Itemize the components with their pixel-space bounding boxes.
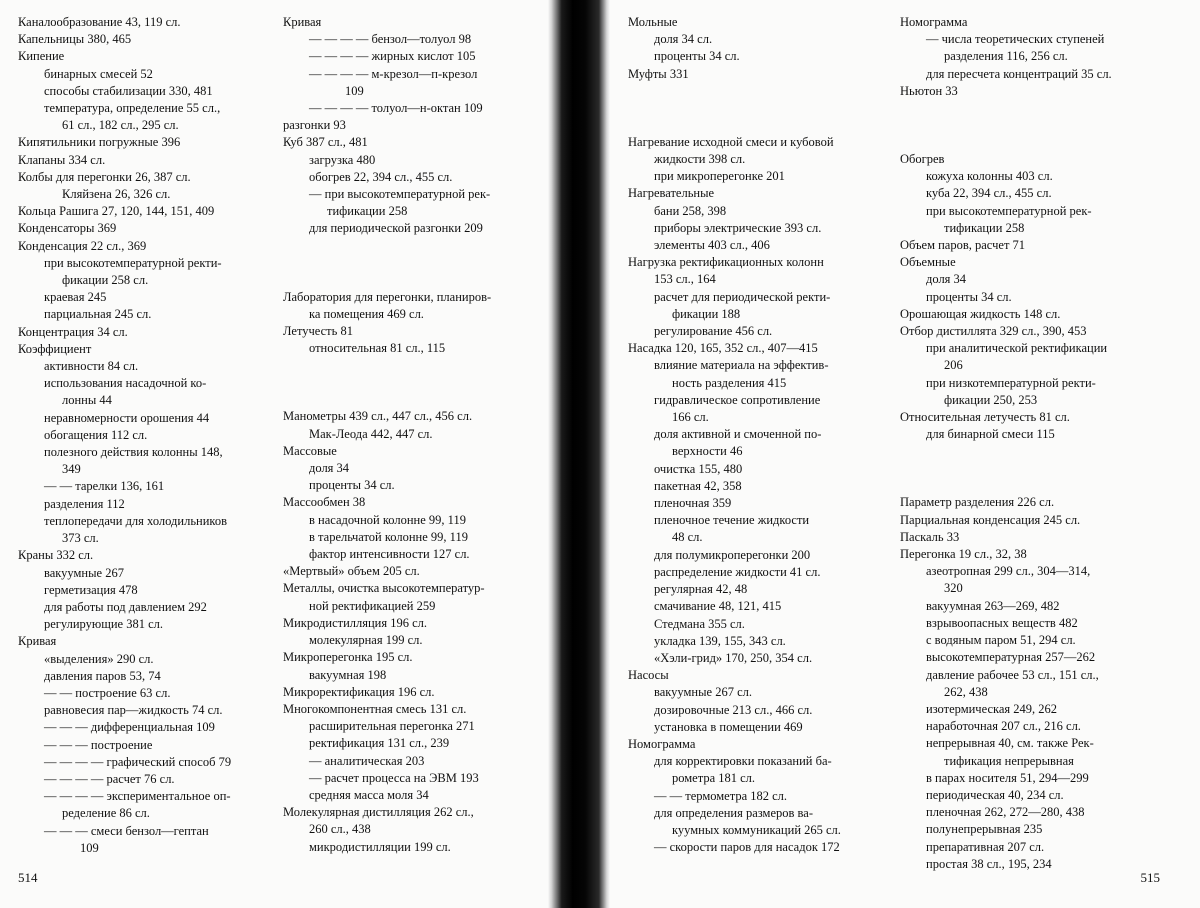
index-subentry: использования насадочной ко- (44, 376, 207, 391)
index-subentry: 109 (80, 840, 99, 855)
section-gap (900, 443, 1165, 494)
index-subentry: микродистилляции 199 сл. (309, 839, 451, 854)
index-subentry: активности 84 сл. (44, 359, 139, 374)
index-subentry: проценты 34 сл. (926, 289, 1012, 304)
index-subentry: бани 258, 398 (654, 203, 727, 218)
index-subentry: для полумикроперегонки 200 (654, 547, 811, 562)
index-subentry: при аналитической ректификации (926, 341, 1108, 356)
index-heading: Параметр разделения 226 сл. (900, 495, 1055, 510)
index-subentry: доля 34 (926, 272, 967, 287)
index-heading: Многокомпонентная смесь 131 сл. (283, 701, 467, 716)
section-gap (283, 357, 538, 408)
index-heading: Объемные (900, 255, 956, 270)
index-subentry: расширительная перегонка 271 (309, 719, 475, 734)
page-number: 515 (1140, 870, 1160, 885)
index-subentry: наработочная 207 сл., 216 сл. (926, 719, 1081, 734)
right-page (610, 0, 1200, 908)
index-subentry: — — — построение (44, 737, 153, 752)
index-subentry: куба 22, 394 сл., 455 сл. (926, 186, 1052, 201)
index-subentry: пленочная 359 (654, 496, 732, 511)
index-subentry: равновесия пар—жидкость 74 сл. (44, 703, 223, 718)
index-subentry: тификации 258 (944, 220, 1025, 235)
index-subentry: — — — — графический способ 79 (44, 754, 232, 769)
index-subentry: тификации 258 (327, 204, 408, 219)
index-subentry: для корректировки показаний ба- (654, 754, 832, 769)
index-subentry: периодическая 40, 234 сл. (926, 787, 1064, 802)
index-subentry: приборы электрические 393 сл. (654, 220, 822, 235)
index-subentry: — — термометра 182 сл. (654, 788, 788, 803)
index-subentry: относительная 81 сл., 115 (309, 341, 446, 356)
index-subentry: — аналитическая 203 (309, 753, 425, 768)
index-heading: Клапаны 334 сл. (18, 152, 106, 167)
index-subentry: — — — — жирных кислот 105 (309, 49, 476, 64)
index-subentry: непрерывная 40, см. также Рек- (926, 736, 1094, 751)
index-subentry: взрывоопасных веществ 482 (926, 615, 1078, 630)
index-subentry: «Хэли-грид» 170, 250, 354 сл. (654, 650, 813, 665)
index-subentry: — скорости паров для насадок 172 (654, 840, 840, 855)
index-subentry: — — — — экспериментальное оп- (44, 789, 231, 804)
index-subentry: 153 сл., 164 (654, 272, 716, 287)
index-subentry: разделения 116, 256 сл. (944, 49, 1068, 64)
index-subentry: полунепрерывная 235 (926, 822, 1043, 837)
index-heading: Обогрев (900, 152, 945, 167)
index-subentry: в парах носителя 51, 294—299 (926, 770, 1089, 785)
index-subentry: 373 сл. (62, 531, 99, 546)
index-subentry: для пересчета концентраций 35 сл. (926, 66, 1112, 81)
index-subentry: — расчет процесса на ЭВМ 193 (309, 770, 479, 785)
index-heading: Объем паров, расчет 71 (900, 238, 1026, 253)
index-subentry: — — — — м-крезол—п-крезол (309, 66, 478, 81)
index-heading: Конденсаторы 369 (18, 221, 117, 236)
index-heading: Кипение (18, 49, 65, 64)
index-subentry: 109 (345, 83, 364, 98)
index-subentry: — — — смеси бензол—гептан (44, 823, 209, 838)
index-heading: Насосы (628, 668, 669, 683)
index-subentry: распределение жидкости 41 сл. (654, 564, 821, 579)
index-subentry: элементы 403 сл., 406 (654, 238, 770, 253)
index-heading: Муфты 331 (628, 66, 689, 81)
index-subentry: 61 сл., 182 сл., 295 сл. (62, 118, 179, 133)
index-subentry: верхности 46 (672, 444, 743, 459)
index-subentry: — — — — бензол—толуол 98 (309, 32, 472, 47)
index-subentry: для определения размеров ва- (654, 805, 813, 820)
index-subentry: с водяным паром 51, 294 сл. (926, 633, 1076, 648)
index-heading: Капельницы 380, 465 (18, 32, 132, 47)
index-subentry: герметизация 478 (44, 582, 138, 597)
index-subentry: «выделения» 290 сл. (44, 651, 154, 666)
index-subentry: тификация непрерывная (944, 753, 1074, 768)
index-subentry: Стедмана 355 сл. (654, 616, 745, 631)
index-heading: Ньютон 33 (900, 83, 958, 98)
index-subentry: полезного действия колонны 148, (44, 445, 223, 460)
index-subentry: давления паров 53, 74 (44, 668, 161, 683)
index-subentry: доля активной и смоченной по- (654, 427, 822, 442)
index-subentry: вакуумные 267 сл. (654, 685, 752, 700)
index-subentry: ректификация 131 сл., 239 (309, 736, 450, 751)
index-subentry: 320 (944, 581, 963, 596)
index-subentry: при высокотемпературной рек- (926, 203, 1092, 218)
left-page-column-1 (18, 14, 268, 857)
index-heading: Каналообразование 43, 119 сл. (18, 15, 181, 29)
index-subentry: — — — — расчет 76 сл. (44, 771, 175, 786)
index-heading: Металлы, очистка высокотемператур- (283, 581, 485, 596)
index-subentry: 349 (62, 462, 81, 477)
index-subentry: Кляйзена 26, 326 сл. (62, 187, 171, 202)
index-subentry: 48 сл. (672, 530, 703, 545)
index-subentry: парциальная 245 сл. (44, 307, 152, 322)
index-subentry: фикации 258 сл. (62, 273, 149, 288)
index-heading: Массовые (283, 443, 337, 458)
index-heading: Орошающая жидкость 148 сл. (900, 306, 1061, 321)
index-subentry: установка в помещении 469 (654, 719, 803, 734)
index-subentry: давление рабочее 53 сл., 151 сл., (926, 667, 1099, 682)
index-subentry: средняя масса моля 34 (309, 787, 429, 802)
index-subentry: ной ректификацией 259 (309, 598, 436, 613)
index-subentry: вакуумные 267 (44, 565, 124, 580)
index-subentry: проценты 34 сл. (654, 49, 740, 64)
index-subentry: 166 сл. (672, 410, 709, 425)
index-subentry: Мак-Леода 442, 447 сл. (309, 426, 433, 441)
index-heading: Кольца Рашига 27, 120, 144, 151, 409 (18, 204, 215, 219)
index-heading: Перегонка 19 сл., 32, 38 (900, 547, 1027, 562)
index-subentry: 206 (944, 358, 963, 373)
index-heading: Кипятильники погружные 396 (18, 135, 181, 150)
index-subentry: молекулярная 199 сл. (309, 633, 423, 648)
index-subentry: пакетная 42, 358 (654, 478, 742, 493)
index-subentry: теплопередачи для холодильников (44, 513, 227, 528)
index-subentry: в насадочной колонне 99, 119 (309, 512, 466, 527)
index-heading: Нагревательные (628, 186, 715, 201)
index-heading: Отбор дистиллята 329 сл., 390, 453 (900, 324, 1087, 339)
index-subentry: очистка 155, 480 (654, 461, 743, 476)
index-heading: Нагрузка ректификационных колонн (628, 255, 824, 270)
right-page-column-1 (628, 14, 890, 856)
index-subentry: загрузка 480 (309, 152, 376, 167)
index-subentry: — — — — толуол—н-октан 109 (309, 101, 483, 116)
index-heading: Кривая (283, 15, 322, 29)
index-subentry: обогащения 112 сл. (44, 427, 148, 442)
index-heading: Куб 387 сл., 481 (283, 135, 368, 150)
index-subentry: — — — дифференциальная 109 (44, 720, 215, 735)
index-heading: Микродистилляция 196 сл. (283, 615, 428, 630)
index-heading: Номограмма (900, 15, 968, 29)
index-heading: Лаборатория для перегонки, планиров- (283, 289, 492, 304)
index-subentry: ределение 86 сл. (62, 806, 150, 821)
index-subentry: пленочная 262, 272—280, 438 (926, 805, 1085, 820)
index-heading: Нагревание исходной смеси и кубовой (628, 134, 834, 149)
index-subentry: гидравлическое сопротивление (654, 392, 821, 407)
index-subentry: — при высокотемпературной рек- (309, 187, 491, 202)
index-heading: Мольные (628, 15, 678, 29)
index-heading: Манометры 439 сл., 447 сл., 456 сл. (283, 409, 473, 424)
right-page-column-2 (900, 14, 1165, 873)
index-heading: Конденсация 22 сл., 369 (18, 238, 147, 253)
book-spine (548, 0, 610, 908)
index-subentry: кожуха колонны 403 сл. (926, 169, 1053, 184)
index-heading: Номограмма (628, 736, 696, 751)
index-heading: Микроперегонка 195 сл. (283, 650, 413, 665)
index-subentry: регулярная 42, 48 (654, 582, 748, 597)
index-subentry: неравномерности орошения 44 (44, 410, 210, 425)
index-subentry: — — построение 63 сл. (44, 685, 171, 700)
index-subentry: влияние материала на эффектив- (654, 358, 829, 373)
left-page (0, 0, 548, 908)
page-number: 514 (18, 870, 38, 885)
index-heading: Краны 332 сл. (18, 548, 94, 563)
index-subentry: смачивание 48, 121, 415 (654, 599, 782, 614)
index-subentry: при микроперегонке 201 (654, 169, 785, 184)
section-gap (283, 238, 538, 289)
index-subentry: фактор интенсивности 127 сл. (309, 547, 470, 562)
index-subentry: препаративная 207 сл. (926, 839, 1045, 854)
index-subentry: 262, 438 (944, 684, 988, 699)
index-subentry: фикации 250, 253 (944, 392, 1038, 407)
index-subentry: куумных коммуникаций 265 сл. (672, 822, 841, 837)
index-heading: Микроректификация 196 сл. (283, 684, 435, 699)
index-subentry: пленочное течение жидкости (654, 513, 810, 528)
index-subentry: дозировочные 213 сл., 466 сл. (654, 702, 813, 717)
index-subentry: регулирование 456 сл. (654, 324, 773, 339)
index-subentry: изотермическая 249, 262 (926, 701, 1058, 716)
index-subentry: при высокотемпературной ректи- (44, 255, 222, 270)
index-subentry: способы стабилизации 330, 481 (44, 83, 213, 98)
section-gap (628, 83, 890, 134)
index-heading: Концентрация 34 сл. (18, 324, 128, 339)
index-subentry: для работы под давлением 292 (44, 599, 207, 614)
index-heading: Молекулярная дистилляция 262 сл., (283, 805, 474, 820)
index-heading: Колбы для перегонки 26, 387 сл. (18, 169, 191, 184)
left-page-column-2 (283, 14, 538, 856)
index-subentry: вакуумная 263—269, 482 (926, 598, 1060, 613)
index-heading: Летучесть 81 (283, 324, 353, 339)
index-subentry: в тарельчатой колонне 99, 119 (309, 529, 468, 544)
index-subentry: вакуумная 198 (309, 667, 387, 682)
index-subentry: проценты 34 сл. (309, 478, 395, 493)
index-subentry: для бинарной смеси 115 (926, 427, 1055, 442)
section-gap (900, 100, 1165, 151)
index-heading: Насадка 120, 165, 352 сл., 407—415 (628, 341, 818, 356)
index-subentry: — числа теоретических ступеней (926, 32, 1105, 47)
index-subentry: регулирующие 381 сл. (44, 617, 164, 632)
index-subentry: бинарных смесей 52 (44, 66, 153, 81)
index-subentry: для периодической разгонки 209 (309, 221, 483, 236)
index-subentry: ка помещения 469 сл. (309, 306, 424, 321)
index-subentry: при низкотемпературной ректи- (926, 375, 1096, 390)
index-subentry: температура, определение 55 сл., (44, 101, 221, 116)
index-subentry: лонны 44 (62, 393, 112, 408)
index-heading: Кривая (18, 634, 57, 649)
index-subentry: ность разделения 415 (672, 375, 787, 390)
index-subentry: обогрев 22, 394 сл., 455 сл. (309, 169, 453, 184)
index-subentry: краевая 245 (44, 290, 107, 305)
index-heading: Парциальная конденсация 245 сл. (900, 512, 1081, 527)
index-heading: Паскаль 33 (900, 529, 960, 544)
index-subentry: 260 сл., 438 (309, 822, 371, 837)
index-subentry: расчет для периодической ректи- (654, 289, 831, 304)
index-heading: «Мертвый» объем 205 сл. (283, 564, 420, 579)
index-subentry: доля 34 (309, 461, 350, 476)
index-subentry: жидкости 398 сл. (654, 152, 746, 167)
index-subentry: разделения 112 (44, 496, 125, 511)
index-subentry: укладка 139, 155, 343 сл. (654, 633, 786, 648)
index-subentry: — — тарелки 136, 161 (44, 479, 165, 494)
index-subentry: доля 34 сл. (654, 32, 713, 47)
index-heading: Массообмен 38 (283, 495, 366, 510)
index-heading: Коэффициент (18, 341, 92, 356)
index-heading: Относительная летучесть 81 сл. (900, 410, 1070, 425)
index-heading: разгонки 93 (283, 118, 346, 133)
index-subentry: простая 38 сл., 195, 234 (926, 856, 1052, 871)
index-subentry: фикации 188 (672, 306, 741, 321)
index-subentry: высокотемпературная 257—262 (926, 650, 1096, 665)
index-subentry: рометра 181 сл. (672, 771, 756, 786)
index-subentry: азеотропная 299 сл., 304—314, (926, 564, 1091, 579)
